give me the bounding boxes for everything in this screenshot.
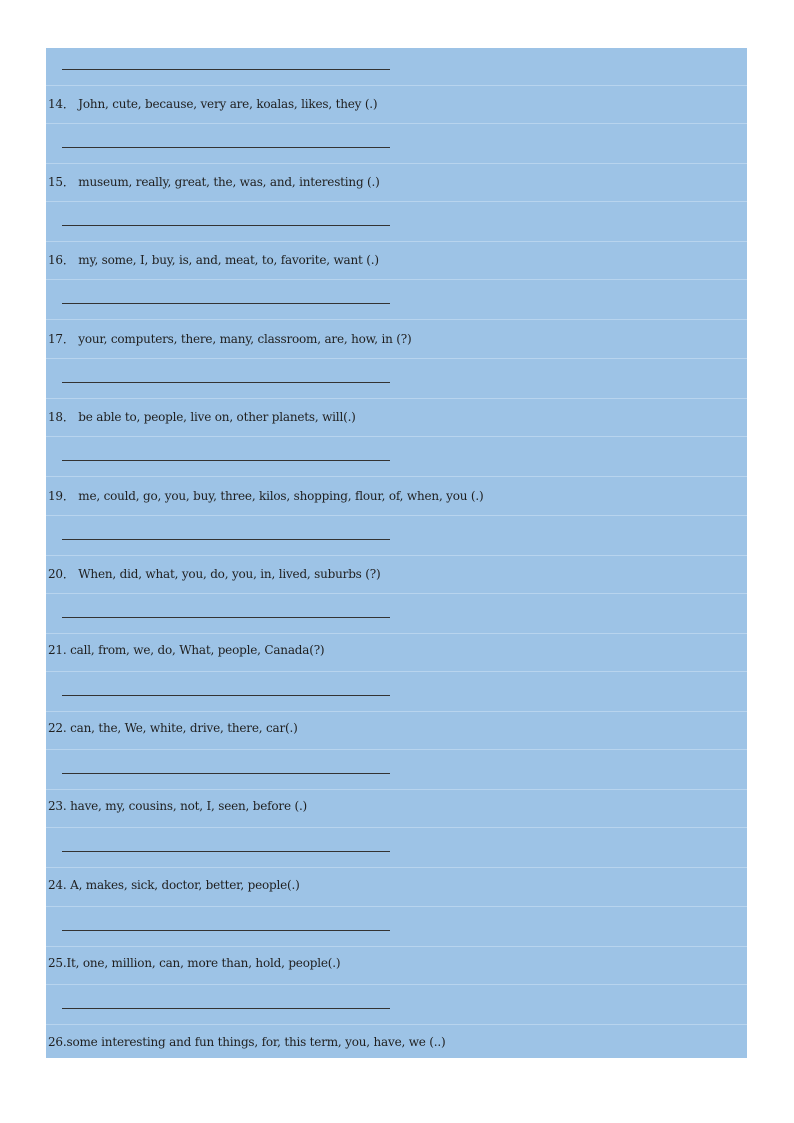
question-text: 23. have, my, cousins, not, I, seen, before (.) (48, 799, 308, 813)
worksheet (46, 48, 747, 1058)
answer-row (46, 752, 747, 790)
answer-row (46, 987, 747, 1025)
question-text: 18． be able to, people, live on, other planets, will(.) (48, 410, 356, 424)
answer-row (46, 48, 747, 86)
answer-row (46, 830, 747, 868)
answer-row (46, 674, 747, 712)
answer-line[interactable] (62, 617, 390, 618)
answer-row (46, 126, 747, 164)
question-text: 21. call, from, we, do, What, people, Canada(?) (48, 643, 325, 657)
question-row (46, 399, 747, 437)
question-row (46, 164, 747, 202)
answer-line[interactable] (62, 1008, 390, 1009)
answer-line[interactable] (62, 773, 390, 774)
question-row (46, 478, 747, 516)
answer-line[interactable] (62, 460, 390, 461)
answer-line[interactable] (62, 851, 390, 852)
question-row (46, 1026, 747, 1058)
answer-row (46, 361, 747, 399)
answer-line[interactable] (62, 147, 390, 148)
answer-row (46, 596, 747, 634)
question-text: 22. can, the, We, white, drive, there, car(.) (48, 721, 298, 735)
question-text: 16． my, some, I, buy, is, and, meat, to, favorite, want (.) (48, 253, 379, 267)
answer-line[interactable] (62, 930, 390, 931)
answer-row (46, 518, 747, 556)
question-row (46, 869, 747, 907)
question-row (46, 86, 747, 124)
question-text: 24. A, makes, sick, doctor, better, people(.) (48, 878, 300, 892)
answer-line[interactable] (62, 303, 390, 304)
question-text: 25.It, one, million, can, more than, hold, people(.) (48, 956, 341, 970)
question-text: 26.some interesting and fun things, for, this term, you, have, we (..) (48, 1035, 446, 1049)
answer-line[interactable] (62, 225, 390, 226)
question-row (46, 321, 747, 359)
question-row (46, 712, 747, 750)
answer-row (46, 204, 747, 242)
question-text: 14． John, cute, because, very are, koalas, likes, they (.) (48, 97, 378, 111)
answer-row (46, 909, 747, 947)
answer-row (46, 439, 747, 477)
question-row (46, 790, 747, 828)
question-text: 20． When, did, what, you, do, you, in, lived, suburbs (?) (48, 567, 381, 581)
answer-row (46, 282, 747, 320)
question-text: 17． your, computers, there, many, classroom, are, how, in (?) (48, 332, 412, 346)
question-row (46, 556, 747, 594)
question-text: 15． museum, really, great, the, was, and, interesting (.) (48, 175, 380, 189)
answer-line[interactable] (62, 539, 390, 540)
question-text: 19． me, could, go, you, buy, three, kilos, shopping, flour, of, when, you (.) (48, 489, 484, 503)
answer-line[interactable] (62, 69, 390, 70)
question-row (46, 947, 747, 985)
answer-line[interactable] (62, 695, 390, 696)
answer-line[interactable] (62, 382, 390, 383)
question-row (46, 242, 747, 280)
question-row (46, 634, 747, 672)
